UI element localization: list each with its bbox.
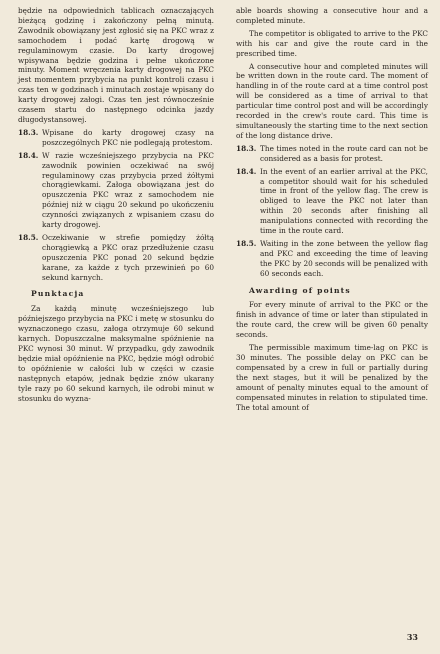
section-number: 18.4. [236,166,257,176]
section-number: 18.4. [18,150,39,160]
section-18-4-en [236,167,428,236]
section-text: In the event of an earlier arrival at the PKC, a competitor should wait for his scheduled time in front of the yellow flag. The crew is obliged to leave the PKC not later than within 20 seconds after finishing all manipulations connected with recording the time in the route card. [260,166,428,236]
paragraph: The competitor is obligated to arrive to the PKC with his car and give the route card in the prescribed time. [236,28,428,58]
section-text: Wpisane do karty drogowej czasy na poszczególnych PKC nie podlegają protestom. [42,127,214,147]
section-heading: Awarding of points [249,285,351,295]
polish-column [18,6,214,406]
paragraph: able boards showing a consecutive hour and a completed minute. [236,6,428,25]
section-18-3-pl [18,128,214,148]
paragraph: For every minute of arrival to the PKC or the finish in advance of time or later than stipulated in the route card, the crew will be given 60 penalty seconds. [236,300,428,340]
section-18-4-pl [18,151,214,230]
section-number: 18.3. [236,143,257,153]
section-18-5-en [236,239,428,279]
section-number: 18.3. [18,127,39,137]
paragraph: A consecutive hour and completed minutes will be written down in the route card. The moment of handling in of the route card at a time control post will be considered as a time of arrival to that particular time control post and will be accordingly recorded in the crew's route card. This time is simultaneously the starting time to the next section of the long distance drive. [236,61,428,140]
section-heading: Punktacja [31,289,85,299]
page-number: 33 [406,632,418,642]
section-number: 18.5. [18,232,39,242]
section-number: 18.5. [236,238,257,248]
section-text: Waiting in the zone between the yellow flag and PKC and exceeding the time of leaving the PKC by 20 seconds will be penalized with 60 seconds each. [260,238,428,278]
section-text: Oczekiwanie w strefie pomiędzy żółtą chorągiewką a PKC oraz przedłużenie czasu opuszczenia PKC ponad 20 sekund będzie karane, za każde z tych przewinień po 60 sekund karnych. [42,232,214,282]
paragraph: Za każdą minutę wcześniejszego lub późniejszego przybycia na PKC i metę w stosunku do wyznaczonego czasu, załoga otrzymuje 60 sekund karnych. Dopuszczalne maksymalne spóźnienie na PKC wynosi 30 minut. W przypadku, gdy zawodnik będzie miał opóźnienie na PKC, będzie mógł odrobić to opóźnienie w całości lub w części w czasie następnych etapów, jednak będzie znów ukarany tyle razy po 60 sekund karnych, ile odrobi minut w stosunku do wyzna- [18,304,215,403]
section-text: The times noted in the route card can not be considered as a basis for protest. [260,143,428,163]
section-18-3-en [236,144,428,164]
section-text: W razie wcześniejszego przybycia na PKC zawodnik powinien oczekiwać na swój regulaminowy czas przybycia przed żółtymi chorągiewkami. Załoga obowiązana jest do opuszczenia PKC wraz z samochodem nie później niż w ciągu 20 sekund po ukończeniu czynności związanych z wpisaniem czasu do karty drogowej. [42,150,214,230]
paragraph: The permissible maximum time-lag on PKC is 30 minutes. The possible delay on PKC can be compensated by a crew in full or partially during the next stages, but it will be penalized by the amount of penalty minutes equal to the amount of compensated minutes in relation to stipulated time. The total amount of [236,343,428,412]
section-18-5-pl [18,233,214,283]
paragraph: będzie na odpowiednich tablicach oznaczających bieżącą godzinę i zakończony pełną minutą. Zawodnik obowiązany jest zgłosić się na PKC wraz z samochodem i podać kartę drogową w regulaminowym czasie. Do karty drogowej wpisywana będzie godzina i pełne ukończone minuty. Moment wręczenia karty drogowej na PKC jest momentem przybycia na punkt kontroli czasu i czas ten w godzinach i minutach zostaje wpisany do karty drogowej załogi. Czas ten jest równocześnie czasem startu do następnego odcinka jazdy długodystansowej. [18,6,214,124]
english-column [236,6,428,415]
